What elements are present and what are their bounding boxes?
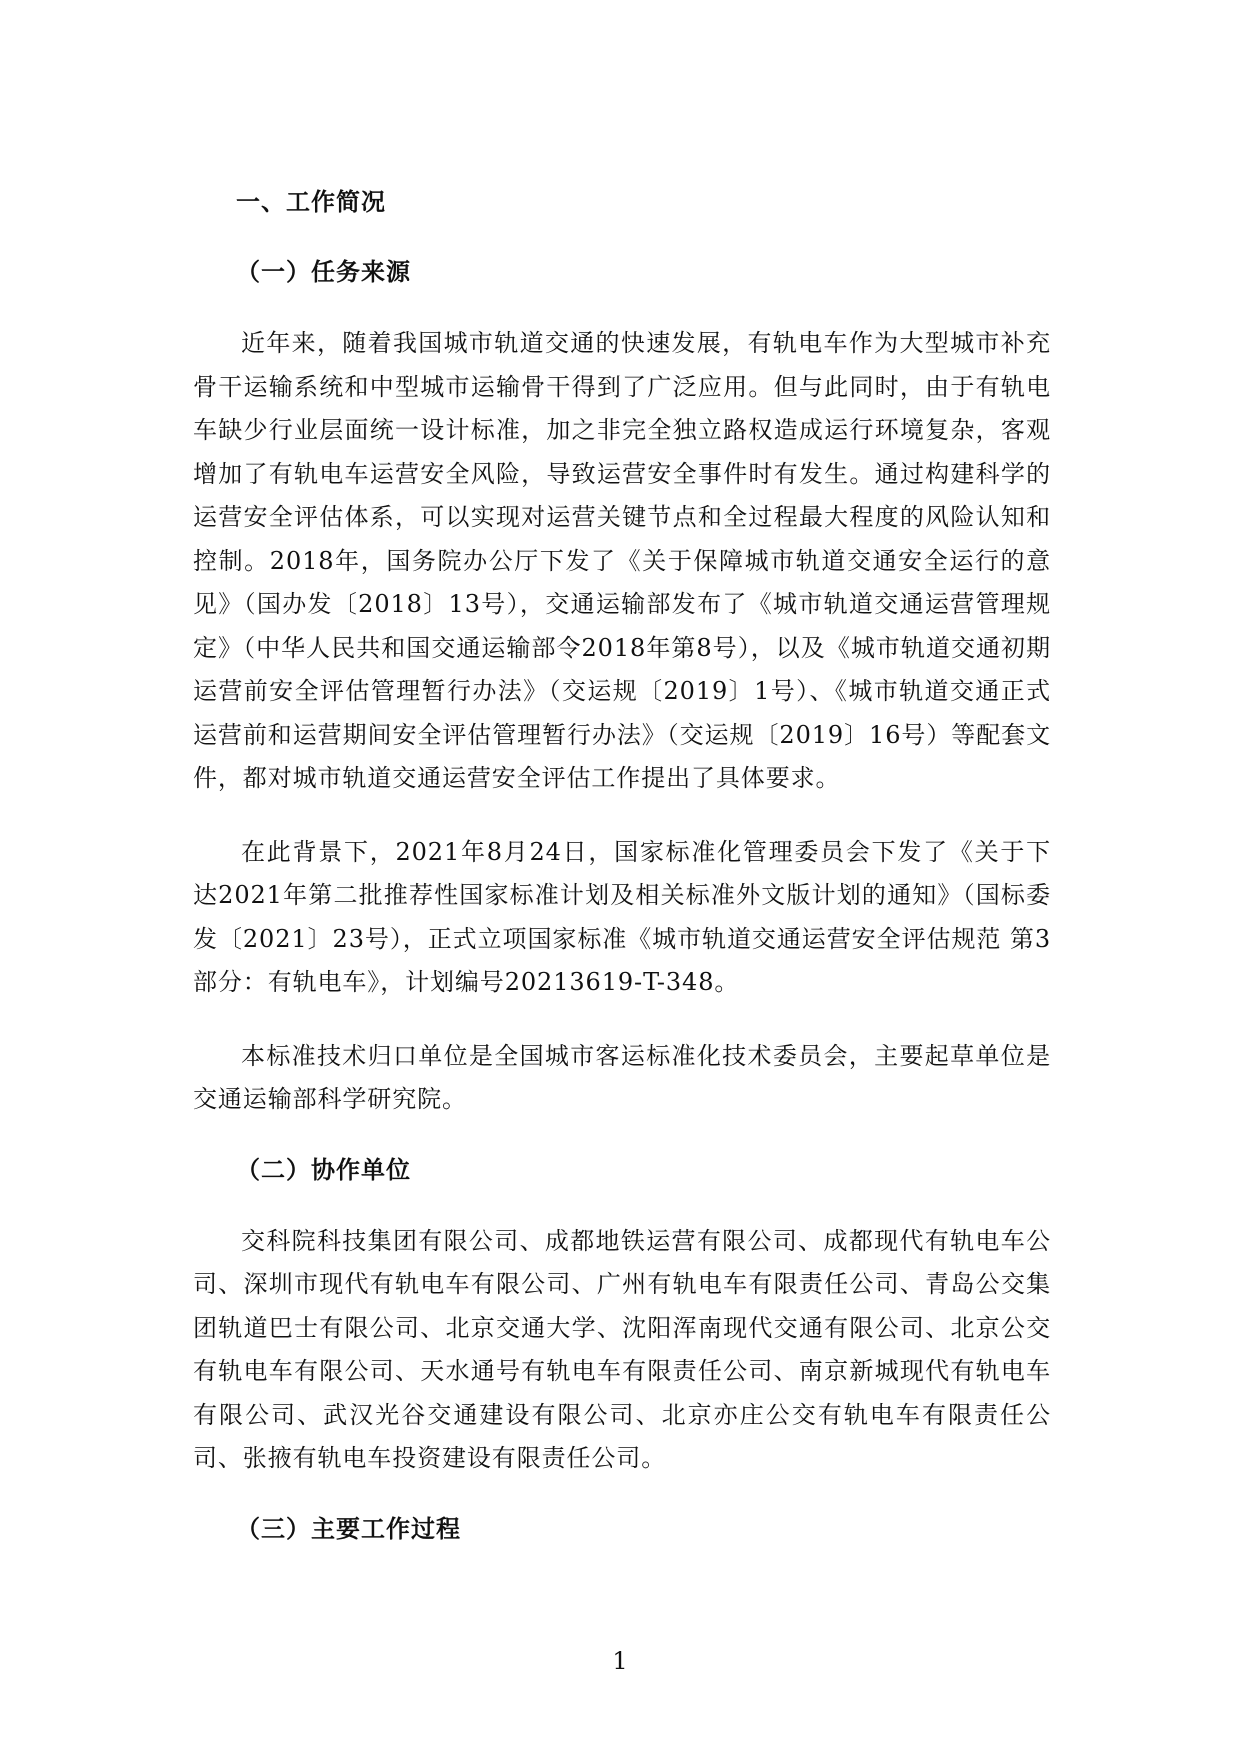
paragraph-cooperating-units-list: 交科院科技集团有限公司、成都地铁运营有限公司、成都现代有轨电车公司、深圳市现代有轨电车有限公司、广州有轨电车有限责任公司、青岛公交集团轨道巴士有限公司、北京交通大学、沈阳浑南现代交通有限公司、北京公交有轨电车有限公司、天水通号有轨电车有限责任公司、南京新城现代有轨电车有限公司、武汉光谷交通建设有限公司、北京亦庄公交有轨电车有限责任公司、张掖有轨电车投资建设有限责任公司。 xyxy=(193,1226,1051,1472)
subsection-heading-cooperating-units: （二）协作单位 xyxy=(236,1155,411,1184)
page-number: 1 xyxy=(612,1647,628,1675)
section-heading-work-overview: 一、工作简况 xyxy=(236,188,386,216)
paragraph-project-approval: 在此背景下，2021年8月24日，国家标准化管理委员会下发了《关于下达2021年第二批推荐性国家标准计划及相关标准外文版计划的通知》（国标委发〔2021〕23号），正式立项国家标准《城市轨道交通运营安全评估规范 第3部分：有轨电车》，计划编号20213619-T-348。 xyxy=(193,837,1051,996)
paragraph-responsible-units: 本标准技术归口单位是全国城市客运标准化技术委员会，主要起草单位是交通运输部科学研究院。 xyxy=(193,1041,1051,1113)
subsection-heading-task-source: （一）任务来源 xyxy=(236,258,411,286)
paragraph-background: 近年来，随着我国城市轨道交通的快速发展，有轨电车作为大型城市补充骨干运输系统和中型城市运输骨干得到了广泛应用。但与此同时，由于有轨电车缺少行业层面统一设计标准，加之非完全独立路权造成运行环境复杂，客观增加了有轨电车运营安全风险，导致运营安全事件时有发生。通过构建科学的运营安全评估体系，可以实现对运营关键节点和全过程最大程度的风险认知和控制。2018年，国务院办公厅下发了《关于保障城市轨道交通安全运行的意见》（国办发〔2018〕13号），交通运输部发布了《城市轨道交通运营管理规定》（中华人民共和国交通运输部令2018年第8号），以及《城市轨道交通初期运营前安全评估管理暂行办法》（交运规〔2019〕1号）、《城市轨道交通正式运营前和运营期间安全评估管理暂行办法》（交运规〔2019〕16号）等配套文件，都对城市轨道交通运营安全评估工作提出了具体要求。 xyxy=(193,329,1051,792)
document-body xyxy=(193,184,1051,1579)
subsection-heading-main-work-process: （三）主要工作过程 xyxy=(236,1514,461,1543)
